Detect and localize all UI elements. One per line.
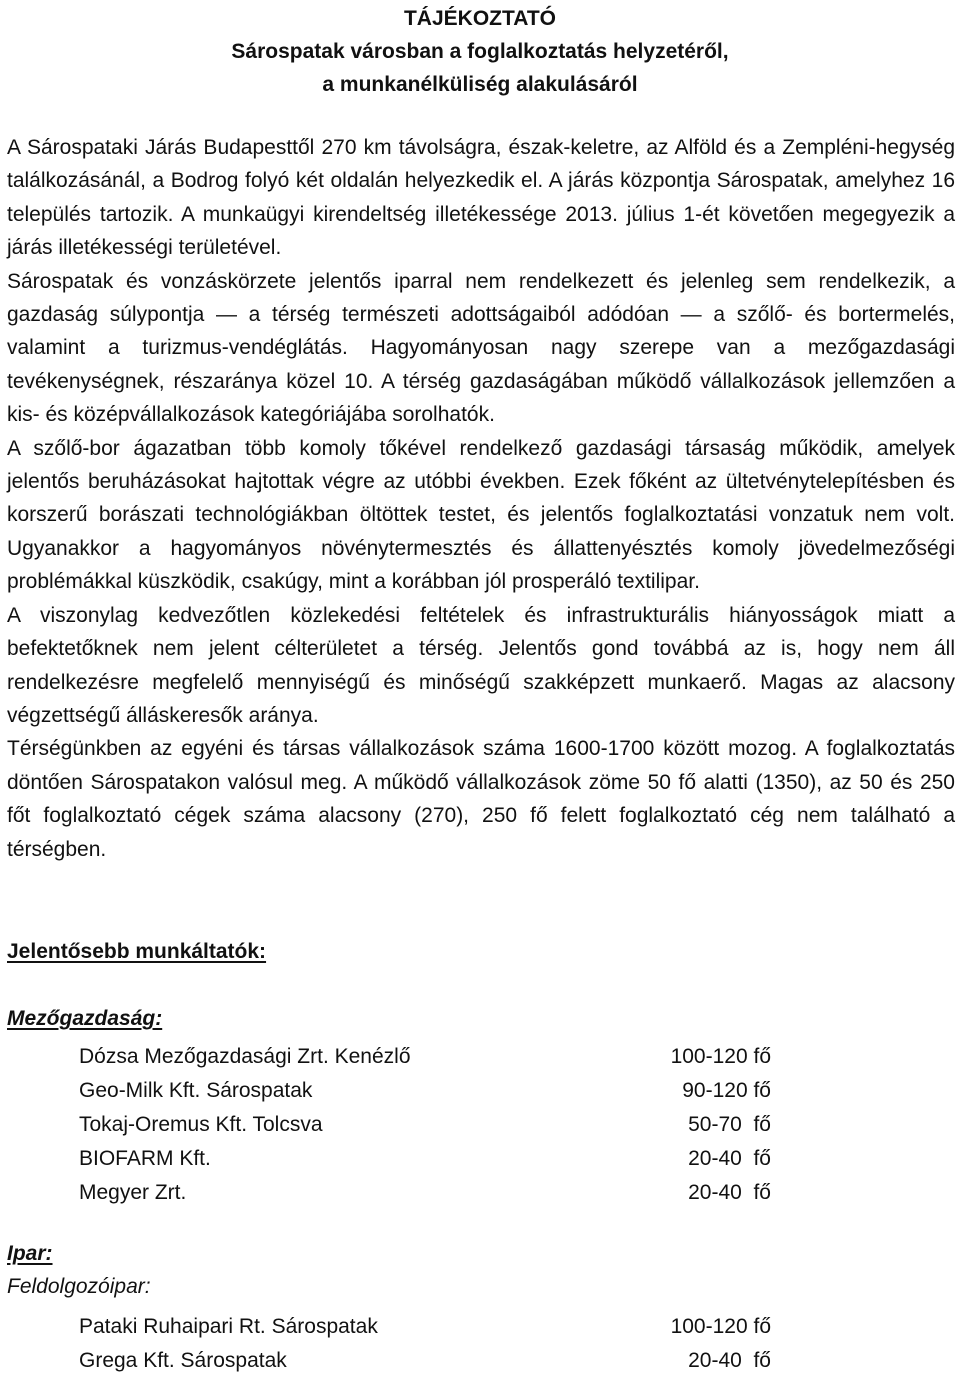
employers-heading: Jelentősebb munkáltatók: xyxy=(7,940,267,963)
employer-name: Geo-Milk Kft. Sárospatak xyxy=(79,1079,313,1102)
employer-name: Grega Kft. Sárospatak xyxy=(79,1349,287,1372)
employee-count: 100-120 fő xyxy=(670,1315,771,1338)
list-item xyxy=(79,1040,771,1074)
agriculture-employer-list xyxy=(79,1040,771,1210)
title-line-2: Sárospatak városban a foglalkoztatás helyzetéről, xyxy=(231,40,729,63)
paragraph-infrastructure: A viszonylag kedvezőtlen közlekedési feltételek és infrastrukturális hiányosságok miatt a befektetőknek nem jelent célterületet a térség. Jelentős gond továbbá az is, hogy nem áll rendelkezésre megfelelő mennyiségű és minőségű szakképzett munkaerő. Magas az alacsony végzettségű álláskeresők aránya. xyxy=(7,603,955,727)
paragraph-wine-sector: A szőlő-bor ágazatban több komoly tőkével rendelkező gazdasági társaság működik, amelyek jelentős beruházásokat hajtottak végre az utóbbi években. Ezek főként az ültetvénytelepítésben és korszerű borászati technológiákban öltöttek testet, és jelentős foglalkoztatási vonzatuk nem volt. Ugyanakkor a hagyományos növénytermesztés és állattenyésztés komoly jövedelmezőségi problémákkal küszködik, csakúgy, mint a korábban jól prosperáló textilipar. xyxy=(7,436,955,594)
employee-count: 20-40 fő xyxy=(688,1147,771,1170)
employee-count: 50-70 fő xyxy=(688,1113,771,1136)
paragraph-economy: Sárospatak és vonzáskörzete jelentős iparral nem rendelkezett és jelenleg sem rendelkezik, a gazdaság súlypontja — a térség természeti adottságaiból adódóan — a szőlő- és bortermelés, valamint a turizmus-vendéglátás. Hagyományosan nagy szerepe van a mezőgazdasági tevékenységnek, részaránya közel 10. A térség gazdaságában működő vállalkozások jellemzően a kis- és középvállalkozások kategóriájába sorolhatók. xyxy=(7,269,955,427)
agriculture-heading: Mezőgazdaság: xyxy=(7,1007,163,1030)
employer-name: BIOFARM Kft. xyxy=(79,1147,211,1170)
list-item xyxy=(79,1074,771,1108)
processing-industry-subheading: Feldolgozóipar: xyxy=(7,1275,151,1298)
title-line-1: TÁJÉKOZTATÓ xyxy=(403,7,557,30)
employee-count: 90-120 fő xyxy=(682,1079,771,1102)
industry-heading: Ipar: xyxy=(7,1242,53,1265)
employer-name: Megyer Zrt. xyxy=(79,1181,187,1204)
employer-name: Pataki Ruhaipari Rt. Sárospatak xyxy=(79,1315,378,1338)
list-item xyxy=(79,1344,771,1378)
paragraph-enterprises: Térségünkben az egyéni és társas vállalkozások száma 1600-1700 között mozog. A foglalkoztatás döntően Sárospatakon valósul meg. A működő vállalkozások zöme 50 fő alatti (1350), az 50 és 250 főt foglalkoztató cégek száma alacsony (270), 250 fő felett foglalkoztató cég nem található a térségben. xyxy=(7,737,955,861)
employer-name: Dózsa Mezőgazdasági Zrt. Kenézlő xyxy=(79,1045,411,1068)
list-item xyxy=(79,1310,771,1344)
paragraph-location: A Sárospataki Járás Budapesttől 270 km távolságra, észak-keletre, az Alföld és a Zempléni-hegység találkozásánál, a Bodrog folyó két oldalán helyezkedik el. A járás központja Sárospatak, amelyhez 16 település tartozik. A munkaügyi kirendeltség illetékessége 2013. július 1-ét követően megegyezik a járás illetékességi területével. xyxy=(7,136,955,260)
employee-count: 20-40 fő xyxy=(688,1181,771,1204)
list-item xyxy=(79,1142,771,1176)
title-line-3: a munkanélküliség alakulásáról xyxy=(322,73,638,96)
list-item xyxy=(79,1176,771,1210)
industry-employer-list xyxy=(79,1310,771,1378)
document-body xyxy=(7,131,955,866)
employee-count: 20-40 fő xyxy=(688,1349,771,1372)
document-title xyxy=(0,2,960,101)
employee-count: 100-120 fő xyxy=(670,1045,771,1068)
employer-name: Tokaj-Oremus Kft. Tolcsva xyxy=(79,1113,323,1136)
list-item xyxy=(79,1108,771,1142)
